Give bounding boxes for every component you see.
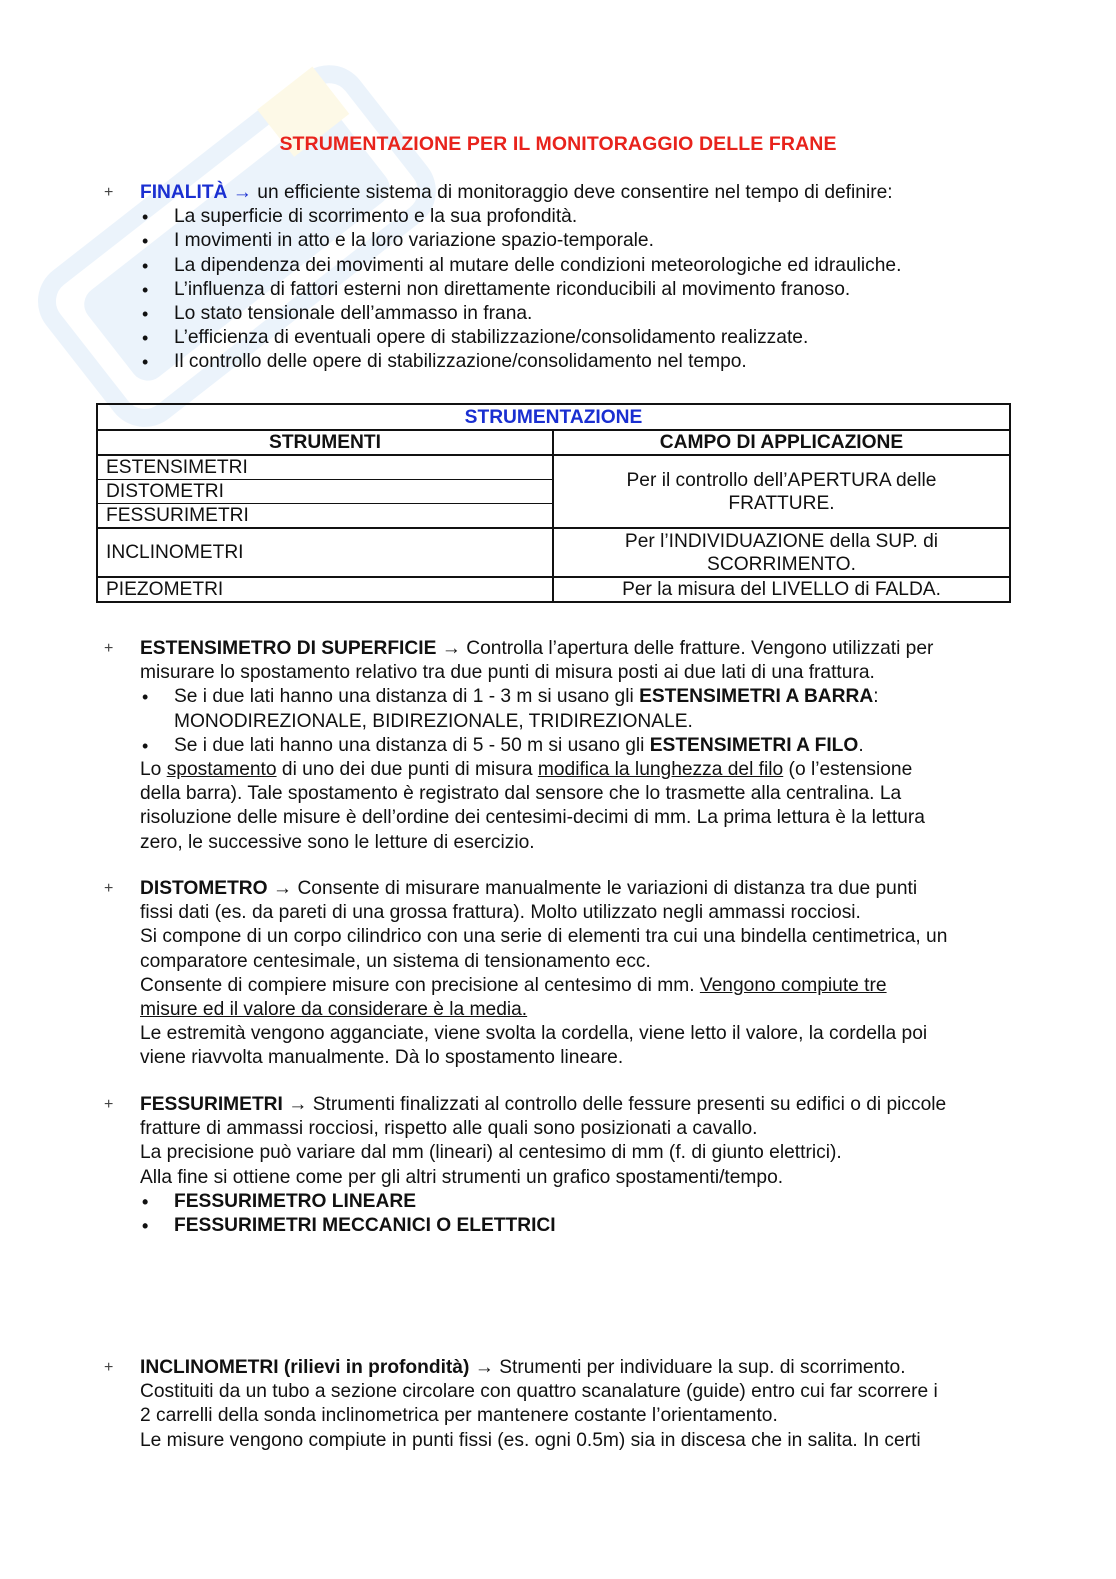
text-line: Si compone di un corpo cilindrico con una serie di elementi tra cui una bindella centimetrica, un: [140, 926, 948, 948]
text-span: spostamento: [166, 759, 277, 781]
section-distometro: [104, 877, 1024, 1071]
list-item: • La dipendenza dei movimenti al mutare delle condizioni meteorologiche ed idrauliche.: [140, 254, 1024, 278]
text-span: di uno dei due punti di misura: [276, 759, 538, 781]
text-line: Controlla l’apertura delle fratture. Vengono utilizzati per: [460, 638, 934, 659]
plus-bullet-icon: +: [104, 1359, 114, 1376]
arrow-right-icon: →: [288, 1094, 308, 1115]
text-line: misurare lo spostamento relativo tra due punti di misura posti ai due lati di una frattura.: [140, 662, 875, 684]
text-line: risoluzione delle misure è dell’ordine dei centesimi-decimi di mm. La prima lettura è la lettura: [140, 807, 925, 829]
list-item: • La superficie di scorrimento e la sua profondità.: [140, 205, 1024, 229]
text-line: viene riavvolta manualmente. Dà lo spostamento lineare.: [140, 1047, 624, 1069]
finalita-intro: un efficiente sistema di monitoraggio deve consentire nel tempo di definire:: [251, 182, 893, 203]
cell-line: SCORRIMENTO.: [707, 553, 856, 575]
finalita-label: FINALITÀ: [140, 182, 228, 203]
plus-bullet-icon: +: [104, 880, 114, 897]
text-span: Se i due lati hanno una distanza di 1 - 3 m si usano gli: [174, 686, 640, 708]
section-finalita: [104, 181, 1024, 375]
text-line: Strumenti finalizzati al controllo delle fessure presenti su edifici o di piccole: [307, 1094, 947, 1115]
table-header-strumenti: STRUMENTI: [97, 430, 553, 455]
list-item: [140, 685, 1024, 733]
text-line: Consente di misurare manualmente le variazioni di distanza tra due punti: [292, 878, 918, 899]
fessurimetri-list: [140, 1190, 1024, 1238]
text-span: (o l’estensione: [783, 759, 913, 781]
text-span: .: [858, 734, 864, 756]
text-line: zero, le successive sono le letture di esercizio.: [140, 831, 535, 853]
text-line: MONODIREZIONALE, BIDIREZIONALE, TRIDIREZIONALE.: [174, 710, 693, 732]
arrow-right-icon: →: [474, 1357, 494, 1378]
cell-line: FRATTURE.: [728, 492, 835, 514]
text-line: fratture di ammassi rocciosi, rispetto alle quali sono posizionati a cavallo.: [140, 1118, 758, 1140]
estensimetro-list: [140, 685, 1024, 758]
list-item: • FESSURIMETRI MECCANICI O ELETTRICI: [140, 1214, 1024, 1238]
list-item: • L’influenza di fattori esterni non direttamente riconducibili al movimento franoso.: [140, 278, 1024, 302]
table-cell: FESSURIMETRI: [97, 504, 553, 529]
text-span: Lo: [140, 759, 167, 781]
table-cell: INCLINOMETRI: [97, 528, 553, 577]
list-item: • L’efficienza di eventuali opere di stabilizzazione/consolidamento realizzate.: [140, 326, 1024, 350]
plus-bullet-icon: +: [104, 640, 114, 657]
arrow-right-icon: →: [232, 182, 252, 203]
table-cell: ESTENSIMETRI: [97, 455, 553, 480]
text-line: Alla fine si ottiene come per gli altri strumenti un grafico spostamenti/tempo.: [140, 1166, 784, 1188]
section-fessurimetri: [104, 1093, 1024, 1238]
table-cell: PIEZOMETRI: [97, 577, 553, 602]
text-line: Le estremità vengono agganciate, viene svolta la cordella, viene letto il valore, la cordella poi: [140, 1023, 928, 1045]
text-line: 2 carrelli della sonda inclinometrica per mantenere costante l’orientamento.: [140, 1405, 778, 1427]
text-line: comparatore centesimale, un sistema di tensionamento ecc.: [140, 950, 651, 972]
cell-line: Per il controllo dell’APERTURA delle: [626, 469, 937, 491]
instruments-table: [96, 403, 1011, 603]
text-span: Vengono compiute tre: [699, 974, 887, 996]
section-inclinometri: [104, 1356, 1024, 1453]
arrow-right-icon: →: [441, 638, 461, 659]
table-header-campo: CAMPO DI APPLICAZIONE: [553, 430, 1010, 455]
text-line: Costituiti da un tubo a sezione circolare con quattro scanalature (guide) entro cui far scorrere i: [140, 1381, 938, 1403]
list-item: • FESSURIMETRO LINEARE: [140, 1190, 1024, 1214]
section-estensimetro: [104, 637, 1024, 855]
list-item: • Lo stato tensionale dell’ammasso in frana.: [140, 302, 1024, 326]
text-line: La precisione può variare dal mm (lineari) al centesimo di mm (f. di giunto elettrici).: [140, 1142, 842, 1164]
page-title: STRUMENTAZIONE PER IL MONITORAGGIO DELLE FRANE: [279, 133, 837, 155]
distometro-label: DISTOMETRO: [140, 878, 268, 899]
arrow-right-icon: →: [272, 878, 293, 899]
text-span: misure ed il valore da considerare è la media.: [140, 999, 528, 1021]
plus-bullet-icon: +: [104, 184, 114, 201]
text-span: :: [873, 686, 879, 708]
text-span: Consente di compiere misure con precisione al centesimo di mm.: [140, 974, 700, 996]
text-span: ESTENSIMETRI A FILO: [649, 734, 859, 756]
finalita-list: [140, 205, 1024, 374]
text-line: Le misure vengono compiute in punti fissi (es. ogni 0.5m) sia in discesa che in salita. In certi: [140, 1429, 921, 1451]
cell-line: Per l’INDIVIDUAZIONE della SUP. di: [624, 530, 939, 552]
text-line: fissi dati (es. da pareti di una grossa frattura). Molto utilizzato negli ammassi rocciosi.: [140, 902, 861, 924]
text-span: Se i due lati hanno una distanza di 5 - 50 m si usano gli: [174, 734, 650, 756]
text-line: della barra). Tale spostamento è registrato dal sensore che lo trasmette alla centralina. La: [140, 783, 902, 805]
list-item: [140, 734, 1024, 758]
list-item: • Il controllo delle opere di stabilizzazione/consolidamento nel tempo.: [140, 350, 1024, 374]
list-item: • I movimenti in atto e la loro variazione spazio-temporale.: [140, 229, 1024, 253]
inclinometri-label: INCLINOMETRI (rilievi in profondità): [140, 1357, 470, 1378]
table-cell-apertura: [553, 455, 1010, 528]
text-line: Strumenti per individuare la sup. di scorrimento.: [493, 1357, 906, 1378]
text-span: ESTENSIMETRI A BARRA: [639, 686, 874, 708]
fessurimetri-label: FESSURIMETRI: [140, 1094, 283, 1115]
table-cell: DISTOMETRI: [97, 480, 553, 504]
estensimetro-label: ESTENSIMETRO DI SUPERFICIE: [140, 638, 437, 659]
table-cell: Per la misura del LIVELLO di FALDA.: [553, 577, 1010, 602]
text-span: modifica la lunghezza del filo: [537, 759, 784, 781]
plus-bullet-icon: +: [104, 1096, 114, 1113]
table-cell-individuazione: [553, 528, 1010, 577]
table-caption: STRUMENTAZIONE: [97, 404, 1010, 430]
